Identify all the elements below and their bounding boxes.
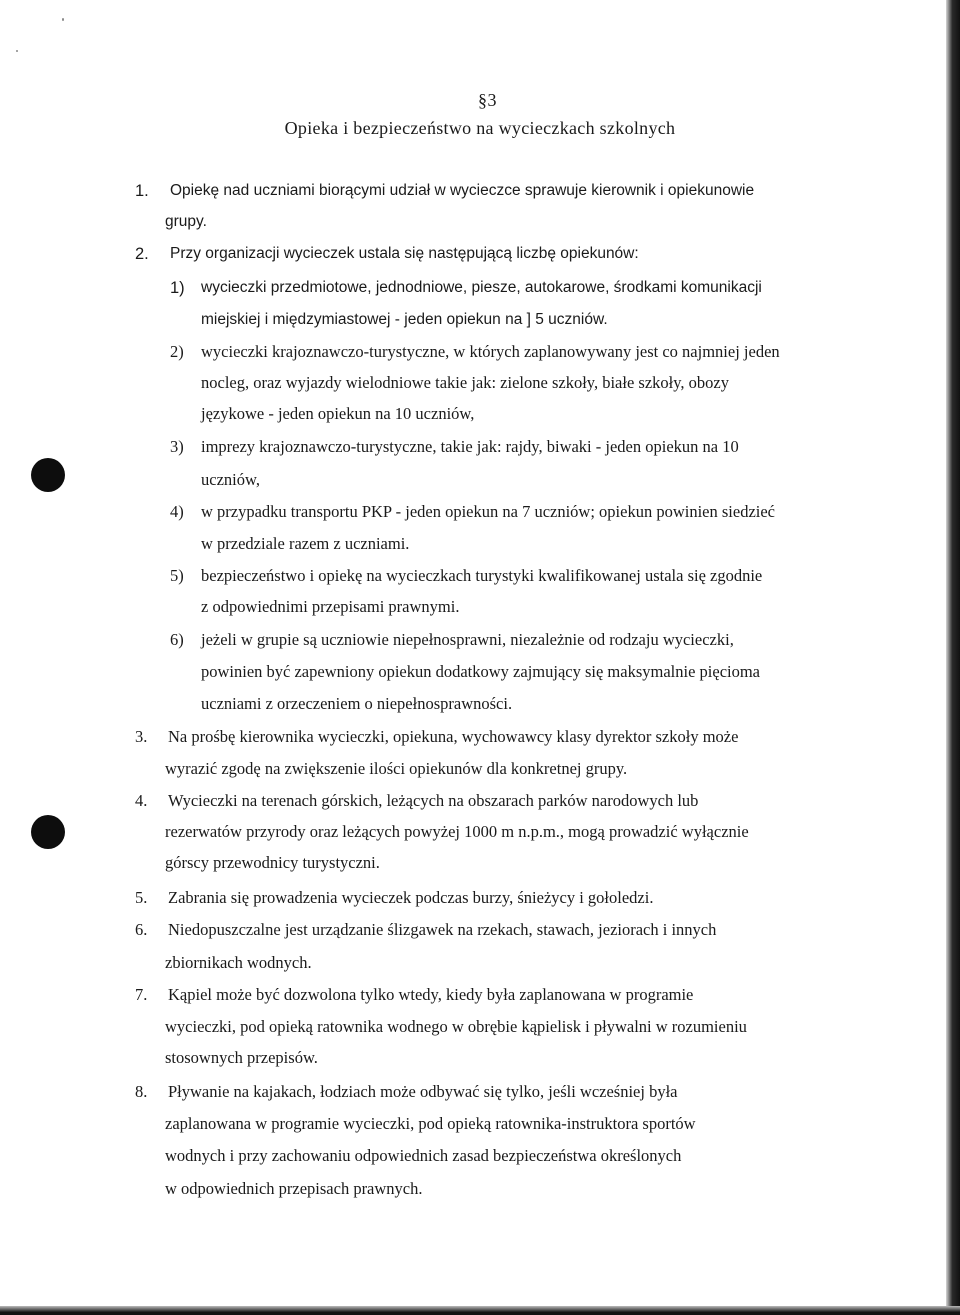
subitem-number: 4) xyxy=(170,502,184,521)
subitem-line: w przedziale razem z uczniami. xyxy=(201,534,410,553)
subitem-number: 3) xyxy=(170,437,184,456)
item-number: 8. xyxy=(135,1082,148,1101)
punch-hole-icon xyxy=(31,458,65,492)
item-line: wyrazić zgodę na zwiększenie ilości opiekunów dla konkretnej grupy. xyxy=(165,759,628,778)
subitem-line: miejskiej i międzymiastowej - jeden opiekun na ] 5 uczniów. xyxy=(201,311,608,328)
item-line: Na prośbę kierownika wycieczki, opiekuna, wychowawcy klasy dyrektor szkoły może xyxy=(168,727,739,746)
subitem-line: z odpowiednimi przepisami prawnymi. xyxy=(201,597,460,616)
subitem-line: wycieczki krajoznawczo-turystyczne, w których zaplanowywany jest co najmniej jeden xyxy=(201,342,780,361)
subitem-number: 5) xyxy=(170,566,184,585)
item-line: zaplanowana w programie wycieczki, pod opieką ratownika-instruktora sportów xyxy=(165,1114,696,1133)
subitem-line: w przypadku transportu PKP - jeden opiekun na 7 uczniów; opiekun powinien siedzieć xyxy=(201,502,776,521)
subitem-line: językowe - jeden opiekun na 10 uczniów, xyxy=(201,404,475,423)
subitem-line: jeżeli w grupie są uczniowie niepełnosprawni, niezależnie od rodzaju wycieczki, xyxy=(201,630,734,649)
item-line: Przy organizacji wycieczek ustala się następującą liczbę opiekunów: xyxy=(170,245,639,262)
item-number: 3. xyxy=(135,727,148,746)
subitem-line: uczniów, xyxy=(201,470,260,489)
section-number: §3 xyxy=(478,90,497,110)
item-line: stosownych przepisów. xyxy=(165,1048,318,1067)
item-number: 1. xyxy=(135,182,149,200)
scan-speck xyxy=(62,18,64,21)
item-line: Pływanie na kajakach, łodziach może odbywać się tylko, jeśli wcześniej była xyxy=(168,1082,678,1101)
item-line: Opiekę nad uczniami biorącymi udział w wycieczce sprawuje kierownik i opiekunowie xyxy=(170,182,755,199)
subitem-line: nocleg, oraz wyjazdy wielodniowe takie jak: zielone szkoły, białe szkoły, obozy xyxy=(201,373,729,392)
subitem-line: bezpieczeństwo i opiekę na wycieczkach turystyki kwalifikowanej ustala się zgodnie xyxy=(201,566,763,585)
item-number: 4. xyxy=(135,791,148,810)
item-line: w odpowiednich przepisach prawnych. xyxy=(165,1179,423,1198)
item-number: 6. xyxy=(135,920,148,939)
subitem-number: 1) xyxy=(170,279,185,297)
subitem-line: imprezy krajoznawczo-turystyczne, takie jak: rajdy, biwaki - jeden opiekun na 10 xyxy=(201,437,739,456)
scan-edge-bottom xyxy=(0,1306,960,1315)
item-line: zbiornikach wodnych. xyxy=(165,953,312,972)
subitem-number: 6) xyxy=(170,630,184,649)
subitem-line: uczniami z orzeczeniem o niepełnosprawności. xyxy=(201,694,513,713)
item-number: 5. xyxy=(135,888,148,907)
item-line: rezerwatów przyrody oraz leżących powyżej 1000 m n.p.m., mogą prowadzić wyłącznie xyxy=(165,822,749,841)
item-line: Niedopuszczalne jest urządzanie ślizgawek na rzekach, stawach, jeziorach i innych xyxy=(168,920,717,939)
item-number: 7. xyxy=(135,985,148,1004)
punch-hole-icon xyxy=(31,815,65,849)
item-number: 2. xyxy=(135,245,149,263)
item-line: grupy. xyxy=(165,213,207,230)
item-line: wycieczki, pod opieką ratownika wodnego w obrębie kąpielisk i pływalni w rozumieniu xyxy=(165,1017,747,1036)
page-title: Opieka i bezpieczeństwo na wycieczkach szkolnych xyxy=(284,118,676,138)
item-line: górscy przewodnicy turystyczni. xyxy=(165,853,380,872)
subitem-line: powinien być zapewniony opiekun dodatkowy zajmujący się maksymalnie pięcioma xyxy=(201,662,761,681)
item-line: Kąpiel może być dozwolona tylko wtedy, kiedy była zaplanowana w programie xyxy=(168,985,694,1004)
subitem-line: wycieczki przedmiotowe, jednodniowe, piesze, autokarowe, środkami komunikacji xyxy=(201,279,762,296)
subitem-number: 2) xyxy=(170,342,184,361)
scan-edge-right xyxy=(946,0,960,1315)
item-line: Zabrania się prowadzenia wycieczek podczas burzy, śnieżycy i gołoledzi. xyxy=(168,888,654,907)
scan-speck xyxy=(16,50,18,52)
item-line: wodnych i przy zachowaniu odpowiednich zasad bezpieczeństwa określonych xyxy=(165,1146,682,1165)
item-line: Wycieczki na terenach górskich, leżących na obszarach parków narodowych lub xyxy=(168,791,699,810)
